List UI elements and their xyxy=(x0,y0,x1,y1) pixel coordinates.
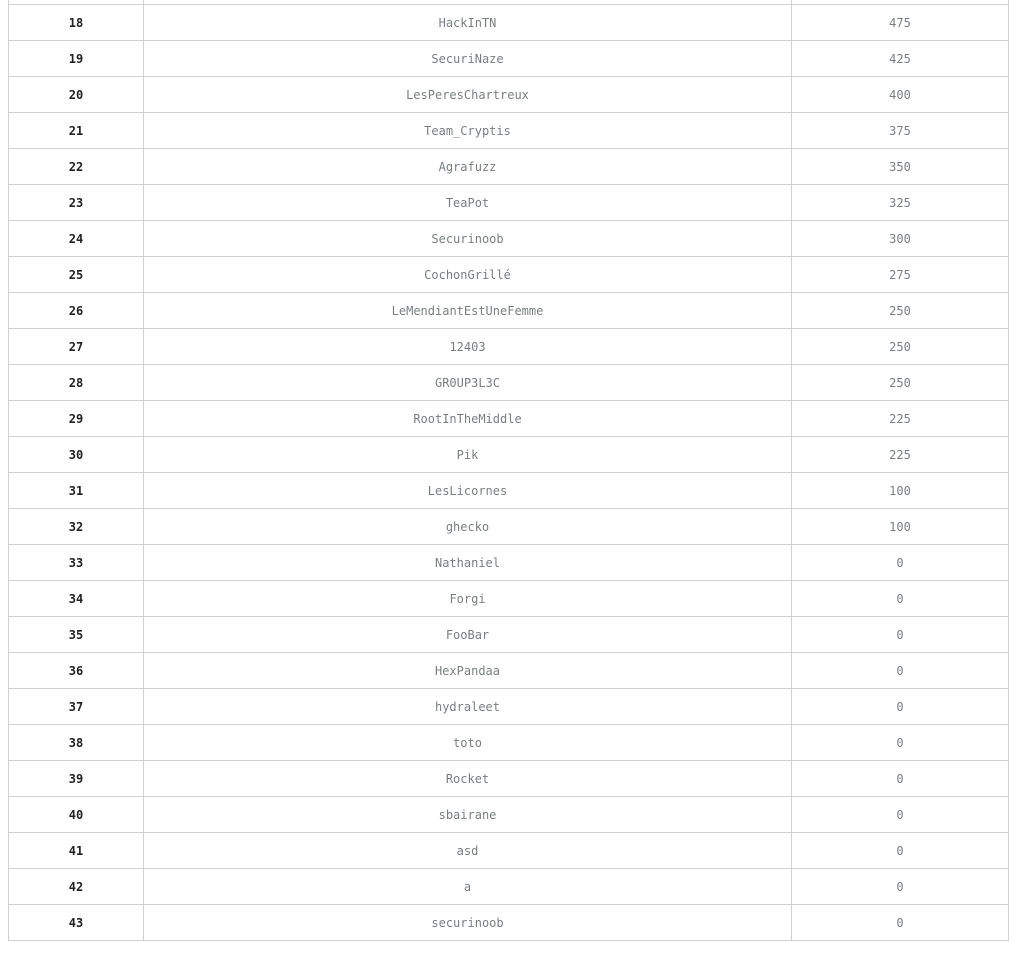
score-cell: 425 xyxy=(792,41,1009,77)
team-name-cell[interactable]: HackInTN xyxy=(144,5,792,41)
rank-cell: 38 xyxy=(9,725,144,761)
rank-cell: 21 xyxy=(9,113,144,149)
rank-cell: 41 xyxy=(9,833,144,869)
team-name-cell[interactable]: LesPeresChartreux xyxy=(144,77,792,113)
score-cell: 275 xyxy=(792,257,1009,293)
table-row xyxy=(9,797,1009,833)
table-row xyxy=(9,509,1009,545)
table-row xyxy=(9,869,1009,905)
team-name-cell[interactable]: Rocket xyxy=(144,761,792,797)
scoreboard-table-container xyxy=(8,0,1008,941)
rank-cell: 23 xyxy=(9,185,144,221)
score-cell: 0 xyxy=(792,905,1009,941)
score-cell: 100 xyxy=(792,509,1009,545)
score-cell: 350 xyxy=(792,149,1009,185)
table-row xyxy=(9,401,1009,437)
table-row xyxy=(9,581,1009,617)
rank-cell: 34 xyxy=(9,581,144,617)
team-name-cell[interactable]: ghecko xyxy=(144,509,792,545)
score-cell: 375 xyxy=(792,113,1009,149)
table-row xyxy=(9,905,1009,941)
team-name-cell[interactable]: GR0UP3L3C xyxy=(144,365,792,401)
rank-cell: 20 xyxy=(9,77,144,113)
team-name-cell[interactable]: SecuriNaze xyxy=(144,41,792,77)
score-cell: 325 xyxy=(792,185,1009,221)
rank-cell: 36 xyxy=(9,653,144,689)
rank-cell: 19 xyxy=(9,41,144,77)
score-cell: 300 xyxy=(792,221,1009,257)
rank-cell: 18 xyxy=(9,5,144,41)
score-cell: 250 xyxy=(792,365,1009,401)
table-row xyxy=(9,77,1009,113)
score-cell: 400 xyxy=(792,77,1009,113)
team-name-cell[interactable]: RootInTheMiddle xyxy=(144,401,792,437)
rank-cell: 22 xyxy=(9,149,144,185)
table-row xyxy=(9,113,1009,149)
rank-cell: 28 xyxy=(9,365,144,401)
table-row xyxy=(9,689,1009,725)
rank-cell: 29 xyxy=(9,401,144,437)
table-row xyxy=(9,185,1009,221)
score-cell: 0 xyxy=(792,869,1009,905)
score-cell: 0 xyxy=(792,689,1009,725)
team-name-cell[interactable]: TeaPot xyxy=(144,185,792,221)
team-name-cell[interactable]: CochonGrillé xyxy=(144,257,792,293)
rank-cell: 24 xyxy=(9,221,144,257)
table-row xyxy=(9,221,1009,257)
score-cell: 225 xyxy=(792,437,1009,473)
table-row xyxy=(9,545,1009,581)
score-cell: 475 xyxy=(792,5,1009,41)
rank-cell: 40 xyxy=(9,797,144,833)
table-row xyxy=(9,329,1009,365)
rank-cell: 27 xyxy=(9,329,144,365)
team-name-cell[interactable]: LesLicornes xyxy=(144,473,792,509)
rank-cell: 35 xyxy=(9,617,144,653)
table-row xyxy=(9,5,1009,41)
score-cell: 0 xyxy=(792,545,1009,581)
table-row xyxy=(9,653,1009,689)
rank-cell: 30 xyxy=(9,437,144,473)
score-cell: 0 xyxy=(792,617,1009,653)
team-name-cell[interactable]: Nathaniel xyxy=(144,545,792,581)
table-row xyxy=(9,617,1009,653)
rank-cell: 43 xyxy=(9,905,144,941)
score-cell: 0 xyxy=(792,653,1009,689)
scoreboard-table xyxy=(8,0,1009,941)
score-cell: 250 xyxy=(792,293,1009,329)
score-cell: 0 xyxy=(792,761,1009,797)
team-name-cell[interactable]: Securinoob xyxy=(144,221,792,257)
scoreboard-body xyxy=(9,0,1009,941)
team-name-cell[interactable]: FooBar xyxy=(144,617,792,653)
score-cell: 0 xyxy=(792,581,1009,617)
table-row xyxy=(9,293,1009,329)
table-row xyxy=(9,761,1009,797)
rank-cell: 25 xyxy=(9,257,144,293)
score-cell: 225 xyxy=(792,401,1009,437)
team-name-cell[interactable]: Agrafuzz xyxy=(144,149,792,185)
table-row xyxy=(9,257,1009,293)
table-row xyxy=(9,149,1009,185)
team-name-cell[interactable]: hydraleet xyxy=(144,689,792,725)
table-row xyxy=(9,365,1009,401)
table-row xyxy=(9,41,1009,77)
score-cell: 100 xyxy=(792,473,1009,509)
table-row xyxy=(9,437,1009,473)
score-cell: 250 xyxy=(792,329,1009,365)
table-row xyxy=(9,725,1009,761)
rank-cell: 37 xyxy=(9,689,144,725)
team-name-cell[interactable]: a xyxy=(144,869,792,905)
team-name-cell[interactable]: asd xyxy=(144,833,792,869)
team-name-cell[interactable]: LeMendiantEstUneFemme xyxy=(144,293,792,329)
score-cell: 0 xyxy=(792,725,1009,761)
team-name-cell[interactable]: sbairane xyxy=(144,797,792,833)
rank-cell: 26 xyxy=(9,293,144,329)
team-name-cell[interactable]: Pik xyxy=(144,437,792,473)
team-name-cell[interactable]: Forgi xyxy=(144,581,792,617)
score-cell: 0 xyxy=(792,797,1009,833)
table-row xyxy=(9,473,1009,509)
rank-cell: 31 xyxy=(9,473,144,509)
team-name-cell[interactable]: securinoob xyxy=(144,905,792,941)
rank-cell: 33 xyxy=(9,545,144,581)
table-row xyxy=(9,833,1009,869)
score-cell: 0 xyxy=(792,833,1009,869)
rank-cell: 42 xyxy=(9,869,144,905)
rank-cell: 39 xyxy=(9,761,144,797)
team-name-cell[interactable]: Team_Cryptis xyxy=(144,113,792,149)
team-name-cell[interactable]: toto xyxy=(144,725,792,761)
rank-cell: 32 xyxy=(9,509,144,545)
team-name-cell[interactable]: 12403 xyxy=(144,329,792,365)
team-name-cell[interactable]: HexPandaa xyxy=(144,653,792,689)
